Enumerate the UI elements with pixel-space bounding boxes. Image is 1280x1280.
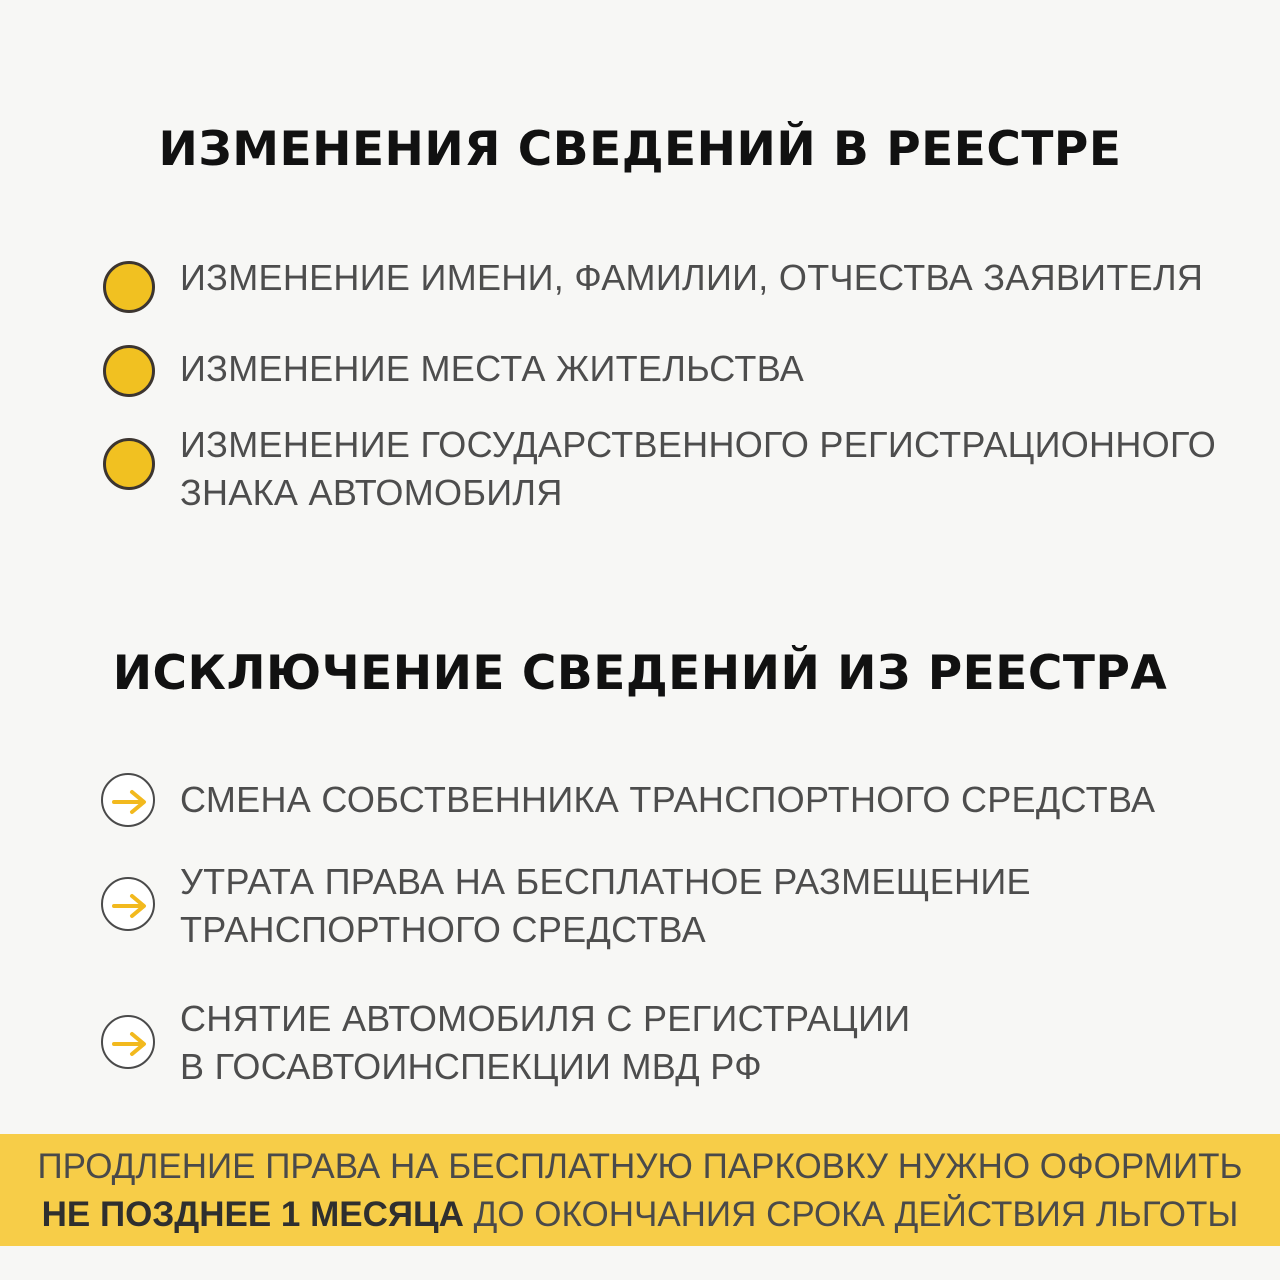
section-exclusion-title: ИСКЛЮЧЕНИЕ СВЕДЕНИЙ ИЗ РЕЕСТРА [112,646,1168,701]
section-changes-title: ИЗМЕНЕНИЯ СВЕДЕНИЙ В РЕЕСТРЕ [158,122,1122,177]
notice-banner [0,1134,1280,1246]
banner-line-rest: ДО ОКОНЧАНИЯ СРОКА ДЕЙСТВИЯ ЛЬГОТЫ [463,1195,1239,1234]
list-item [180,776,1240,824]
list-item-text: СНЯТИЕ АВТОМОБИЛЯ С РЕГИСТРАЦИИ [180,998,911,1039]
list-item-text: ИЗМЕНЕНИЕ ИМЕНИ, ФАМИЛИИ, ОТЧЕСТВА ЗАЯВИТЕЛЯ [180,257,1204,298]
banner-line [0,1192,1280,1238]
banner-line: ПРОДЛЕНИЕ ПРАВА НА БЕСПЛАТНУЮ ПАРКОВКУ НУЖНО ОФОРМИТЬ [37,1147,1243,1186]
arrow-right-icon [101,773,155,827]
list-item [180,858,1240,954]
list-item [180,421,1240,517]
list-item [180,345,1240,393]
list-item-text: В ГОСАВТОИНСПЕКЦИИ МВД РФ [180,1046,762,1087]
list-item-text: ТРАНСПОРТНОГО СРЕДСТВА [180,909,706,950]
list-item [180,254,1240,302]
list-item-text: УТРАТА ПРАВА НА БЕСПЛАТНОЕ РАЗМЕЩЕНИЕ [180,861,1031,902]
yellow-dot-icon [103,345,155,397]
banner-highlight: НЕ ПОЗДНЕЕ 1 МЕСЯЦА [41,1195,464,1234]
list-item-text: ЗНАКА АВТОМОБИЛЯ [180,472,563,513]
list-item-text: СМЕНА СОБСТВЕННИКА ТРАНСПОРТНОГО СРЕДСТВА [180,779,1156,820]
list-item-text: ИЗМЕНЕНИЕ ГОСУДАРСТВЕННОГО РЕГИСТРАЦИОННОГО [180,424,1217,465]
yellow-dot-icon [103,261,155,313]
list-item [180,995,1240,1091]
yellow-dot-icon [103,438,155,490]
arrow-right-icon [101,877,155,931]
arrow-right-icon [101,1015,155,1069]
list-item-text: ИЗМЕНЕНИЕ МЕСТА ЖИТЕЛЬСТВА [180,348,805,389]
